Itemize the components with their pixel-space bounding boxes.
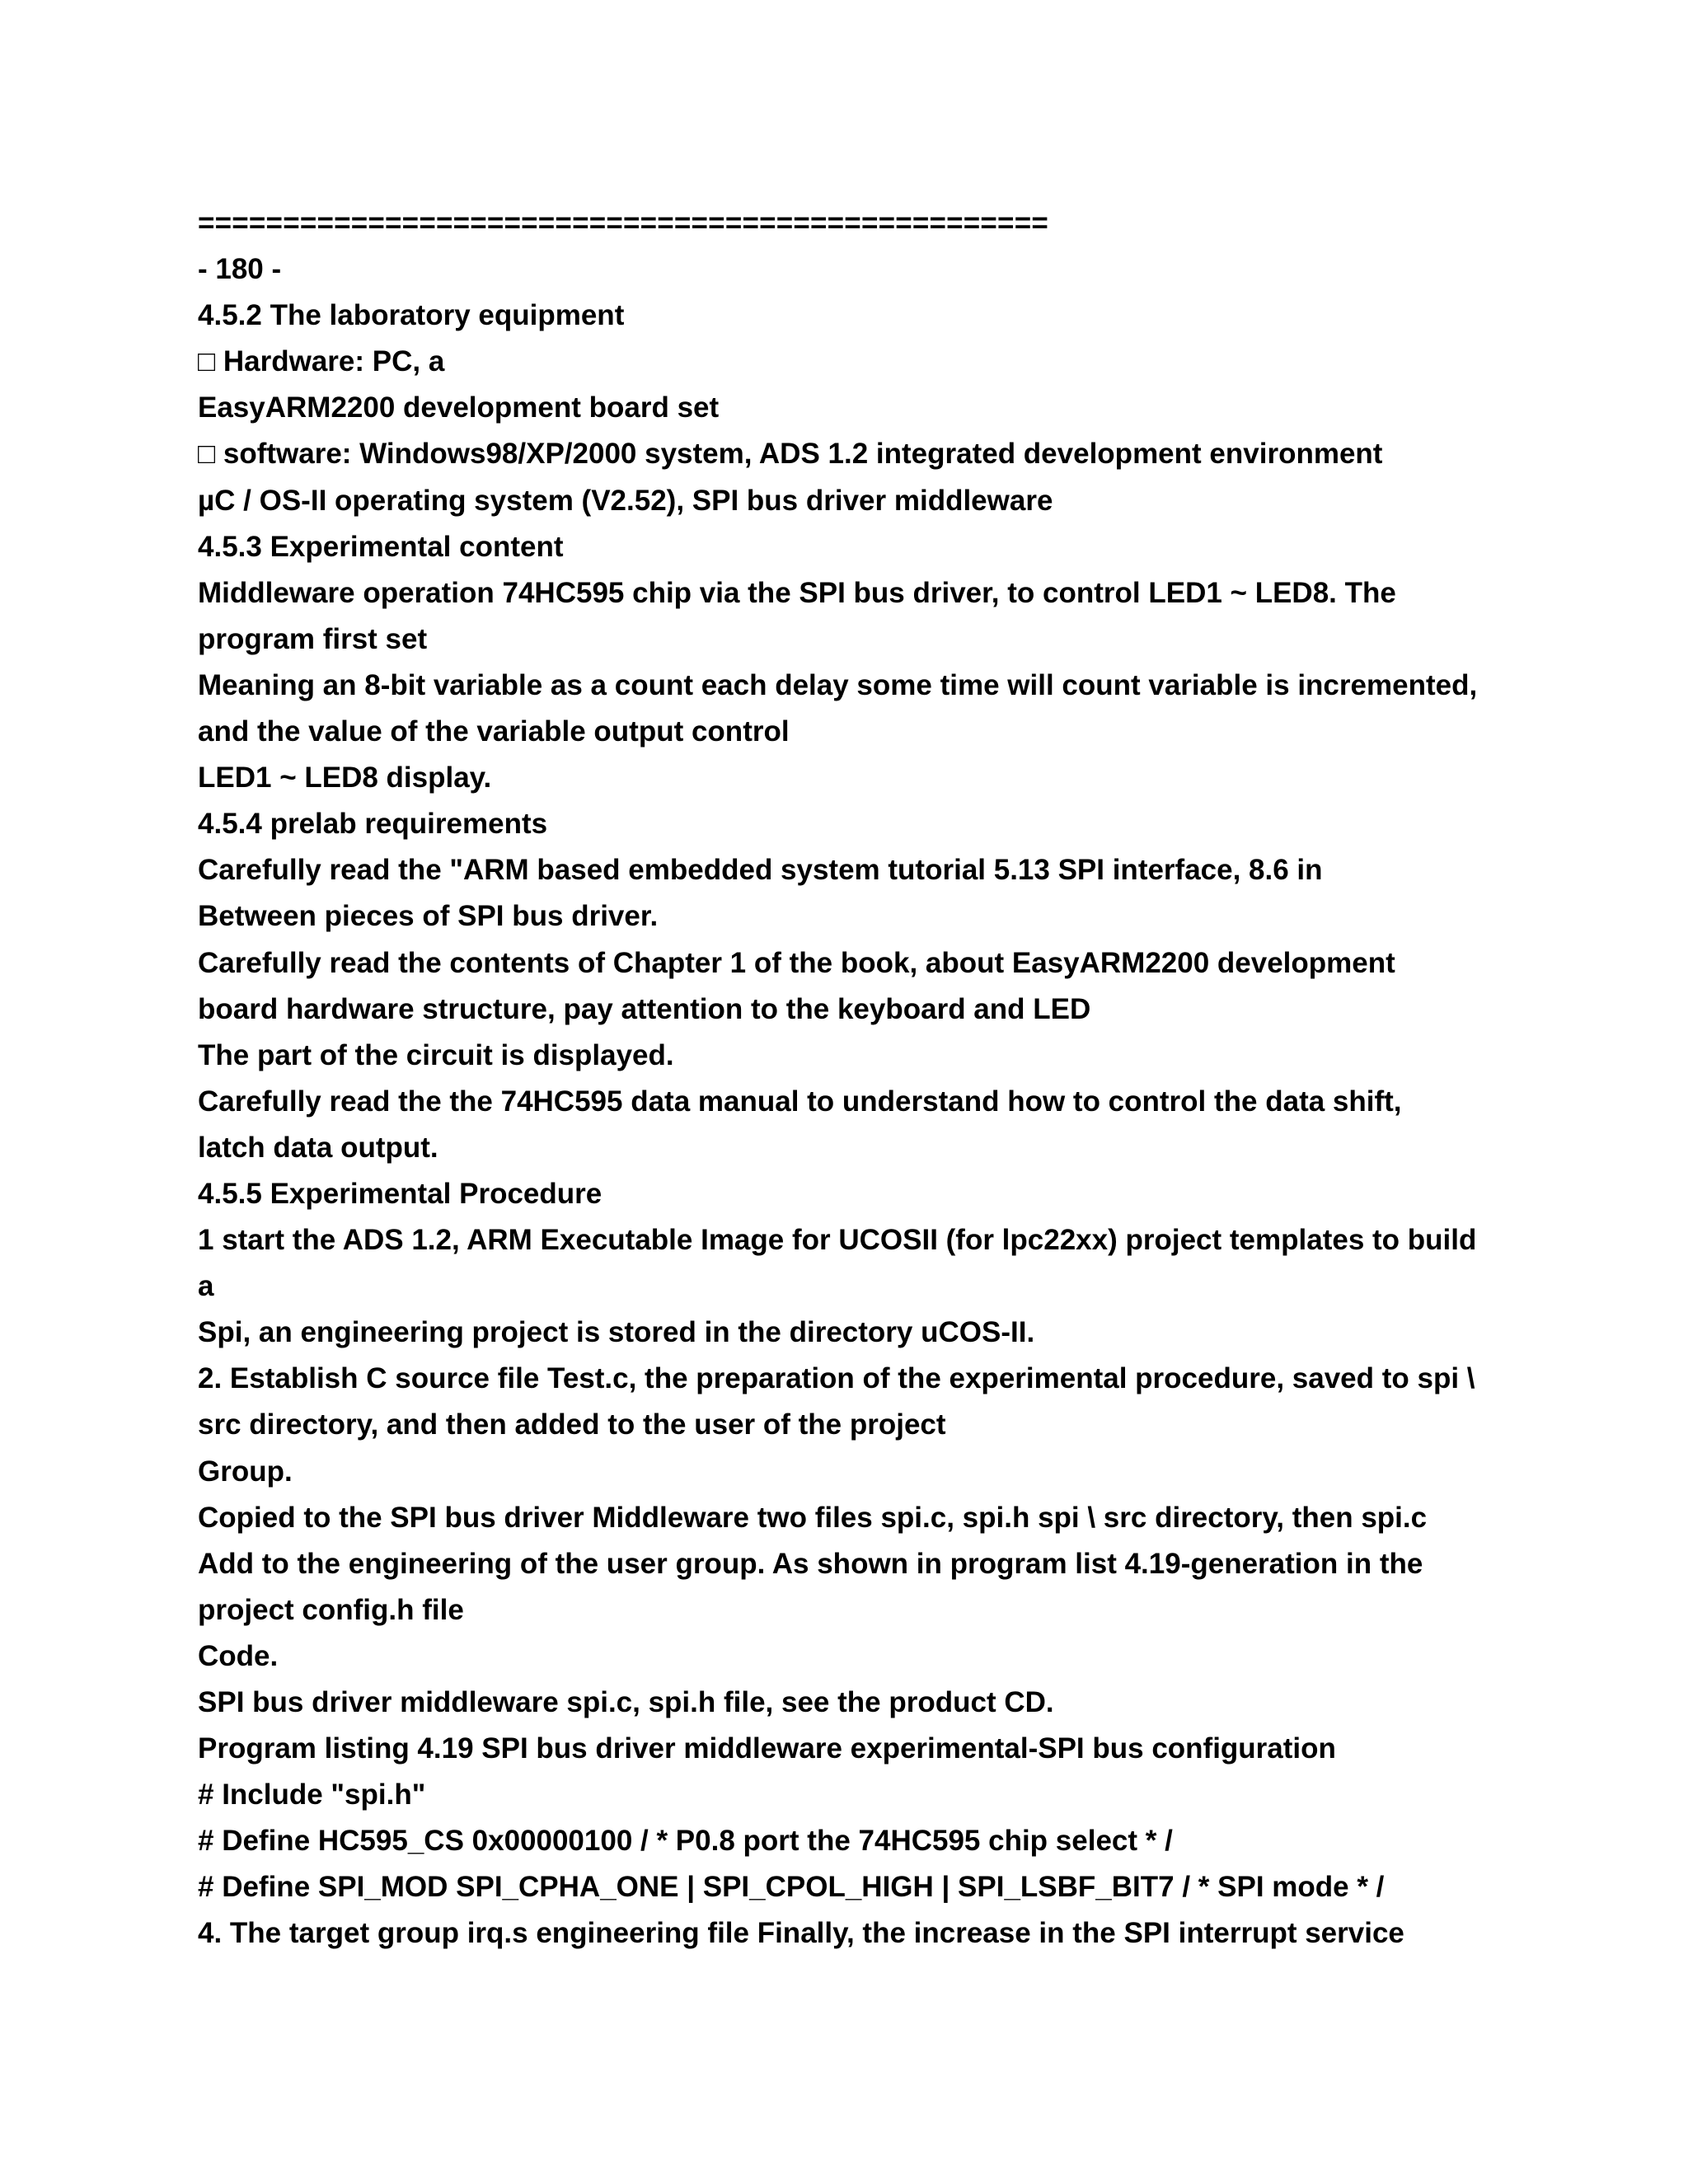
text-line: 2. Establish C source file Test.c, the preparation of the experimental procedure, saved to spi \ — [198, 1362, 1475, 1395]
code-line: # Define HC595_CS 0x00000100 / * P0.8 port the 74HC595 chip select * / — [198, 1825, 1173, 1858]
text-line: Middleware operation 74HC595 chip via the SPI bus driver, to control LED1 ~ LED8. The — [198, 576, 1396, 609]
text-line: a — [198, 1270, 214, 1303]
text-line: The part of the circuit is displayed. — [198, 1038, 674, 1071]
code-line: # Define SPI_MOD SPI_CPHA_ONE | SPI_CPOL_HIGH | SPI_LSBF_BIT7 / * SPI mode * / — [198, 1871, 1385, 1904]
text-line: Code. — [198, 1639, 279, 1672]
text-line: board hardware structure, pay attention to the keyboard and LED — [198, 992, 1091, 1025]
text-line: Carefully read the contents of Chapter 1 of the book, about EasyARM2200 development — [198, 946, 1395, 979]
text-line: and the value of the variable output control — [198, 715, 790, 748]
text-line: project config.h file — [198, 1593, 464, 1626]
text-line: □ software: Windows98/XP/2000 system, ADS 1.2 integrated development environment — [198, 438, 1383, 471]
text-line: EasyARM2200 development board set — [198, 391, 720, 424]
text-line: □ Hardware: PC, a — [198, 345, 445, 378]
section-heading: 4.5.5 Experimental Procedure — [198, 1177, 603, 1210]
text-line: Group. — [198, 1455, 293, 1488]
text-line: 4. The target group irq.s engineering file Finally, the increase in the SPI interrupt service — [198, 1917, 1404, 1950]
code-listing-title: Program listing 4.19 SPI bus driver middleware experimental-SPI bus configuration — [198, 1732, 1336, 1765]
text-line: µC / OS-II operating system (V2.52), SPI bus driver middleware — [198, 484, 1053, 517]
text-line: SPI bus driver middleware spi.c, spi.h file, see the product CD. — [198, 1686, 1054, 1718]
document-lines — [198, 293, 1533, 1957]
text-line: src directory, and then added to the user of the project — [198, 1408, 946, 1441]
page-number: - 180 - — [198, 253, 282, 286]
text-line: Carefully read the "ARM based embedded system tutorial 5.13 SPI interface, 8.6 in — [198, 854, 1323, 887]
section-heading: 4.5.4 prelab requirements — [198, 808, 548, 841]
section-heading: 4.5.3 Experimental content — [198, 530, 564, 563]
text-line: program first set — [198, 622, 428, 655]
separator-line: ================================================== — [198, 207, 1048, 239]
code-line: # Include "spi.h" — [198, 1779, 426, 1811]
text-line: Carefully read the the 74HC595 data manual to understand how to control the data shift, — [198, 1085, 1402, 1118]
text-line: latch data output. — [198, 1131, 438, 1164]
text-line: Between pieces of SPI bus driver. — [198, 900, 659, 933]
text-line: Add to the engineering of the user group. As shown in program list 4.19-generation in the — [198, 1547, 1423, 1580]
text-line: Copied to the SPI bus driver Middleware two files spi.c, spi.h spi \ src directory, then spi.c — [198, 1501, 1428, 1534]
section-heading: 4.5.2 The laboratory equipment — [198, 299, 625, 332]
text-line: 1 start the ADS 1.2, ARM Executable Image for UCOSII (for lpc22xx) project templates to build — [198, 1224, 1477, 1257]
document-body — [198, 200, 1533, 1957]
text-line: LED1 ~ LED8 display. — [198, 762, 492, 794]
text-line: Meaning an 8-bit variable as a count each delay some time will count variable is incremented, — [198, 668, 1478, 701]
text-line: Spi, an engineering project is stored in the directory uCOS-II. — [198, 1316, 1035, 1349]
